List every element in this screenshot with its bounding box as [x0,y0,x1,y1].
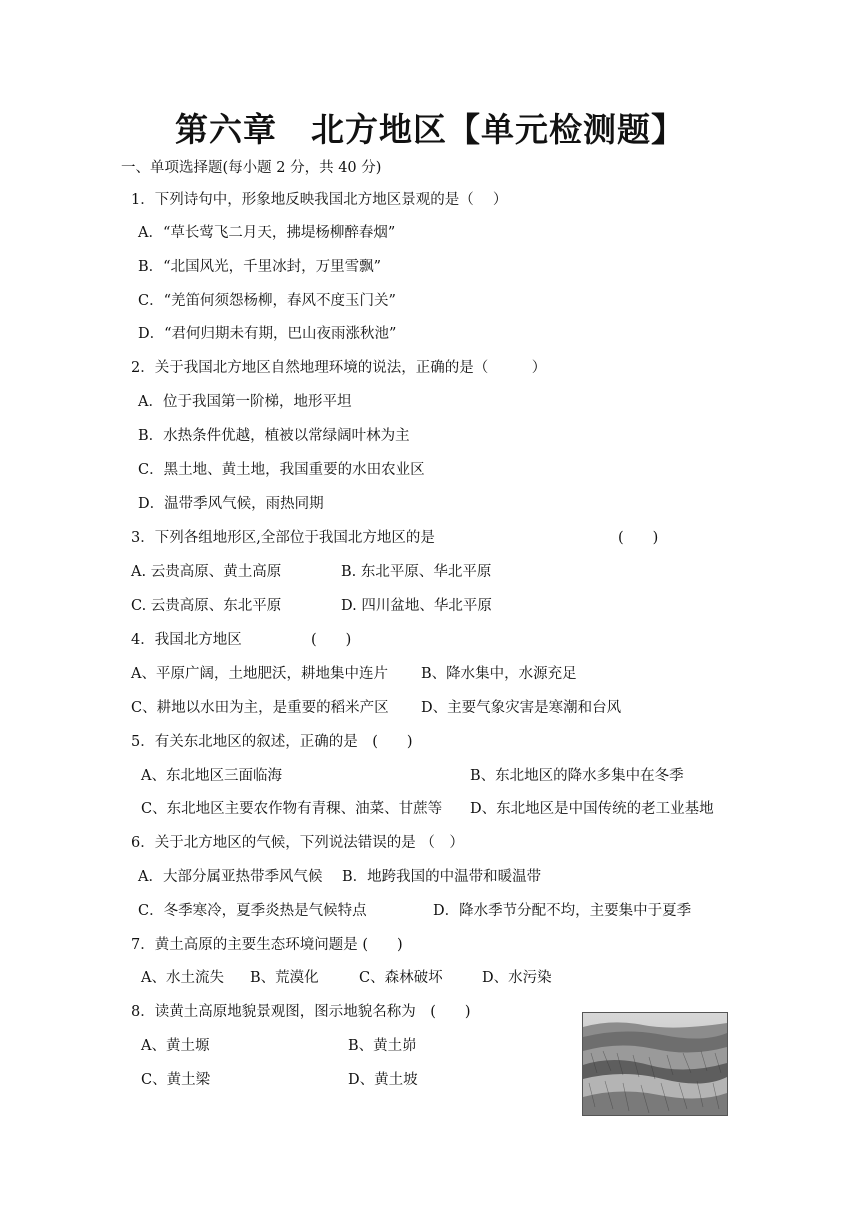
question-4-option-b: B、降水集中，水源充足 [421,666,577,682]
question-5-option-b: B、东北地区的降水多集中在冬季 [470,768,684,784]
question-4-option-a: A、平原广阔，土地肥沃，耕地集中连片 [131,666,388,682]
question-3-option-a: A. 云贵高原、黄土高原 [131,564,282,580]
question-2-option-c: C．黑土地、黄土地，我国重要的水田农业区 [138,462,425,478]
question-8-option-d: D、黄土坡 [348,1072,418,1088]
question-1-option-c: C．“羌笛何须怨杨柳，春风不度玉门关” [138,293,396,309]
question-1-option-b: B．“北国风光，千里冰封，万里雪飘” [138,259,381,275]
question-5-option-a: A、东北地区三面临海 [141,768,282,784]
page-title: 第六章 北方地区【单元检测题】 [175,110,685,149]
question-2-option-d: D．温带季风气候，雨热同期 [138,496,324,512]
question-3-option-c: C. 云贵高原、东北平原 [131,598,282,614]
question-2-option-a: A．位于我国第一阶梯，地形平坦 [138,394,352,410]
question-4-bracket: ( ) [311,632,352,648]
question-6-option-c: C．冬季寒冷，夏季炎热是气候特点 [138,903,367,919]
loess-plateau-photo [582,1012,728,1116]
question-7-option-a: A、水土流失 [141,970,224,986]
question-5-option-d: D、东北地区是中国传统的老工业基地 [470,801,714,817]
question-8-option-a: A、黄土塬 [141,1038,210,1054]
question-1-option-a: A．“草长莺飞二月天，拂堤杨柳醉春烟” [138,225,396,241]
question-3-option-b: B. 东北平原、华北平原 [341,564,492,580]
question-6-option-d: D．降水季节分配不均，主要集中于夏季 [433,903,692,919]
question-3-stem: 3．下列各组地形区,全部位于我国北方地区的是 [131,530,435,546]
question-5-option-c: C、东北地区主要农作物有青稞、油菜、甘蔗等 [141,801,443,817]
question-7-option-b: B、荒漠化 [250,970,319,986]
question-1-option-d: D．“君何归期未有期，巴山夜雨涨秋池” [138,326,397,342]
question-6-option-b: B．地跨我国的中温带和暖温带 [342,869,542,885]
question-2-stem: 2．关于我国北方地区自然地理环境的说法，正确的是（ ） [131,360,547,376]
question-3-option-d: D. 四川盆地、华北平原 [341,598,492,614]
question-4-option-c: C、耕地以水田为主，是重要的稻米产区 [131,700,389,716]
question-1-stem: 1．下列诗句中，形象地反映我国北方地区景观的是（ ） [131,192,508,208]
question-7-option-c: C、森林破坏 [359,970,443,986]
question-7-stem: 7．黄土高原的主要生态环境问题是 ( ) [131,937,403,953]
question-3-bracket: ( ) [618,530,659,546]
question-5-stem: 5．有关东北地区的叙述，正确的是 ( ) [131,734,413,750]
question-8-stem: 8．读黄土高原地貌景观图，图示地貌名称为 ( ) [131,1004,471,1020]
question-4-option-d: D、主要气象灾害是寒潮和台风 [421,700,622,716]
question-8-option-c: C、黄土梁 [141,1072,211,1088]
section-heading: 一、单项选择题(每小题 2 分，共 40 分) [121,160,382,176]
question-4-stem: 4．我国北方地区 [131,632,242,648]
question-2-option-b: B．水热条件优越，植被以常绿阔叶林为主 [138,428,410,444]
question-7-option-d: D、水污染 [482,970,552,986]
question-6-stem: 6．关于北方地区的气候，下列说法错误的是 （ ） [131,835,464,851]
question-8-option-b: B、黄土峁 [348,1038,417,1054]
question-6-option-a: A．大部分属亚热带季风气候 [138,869,323,885]
